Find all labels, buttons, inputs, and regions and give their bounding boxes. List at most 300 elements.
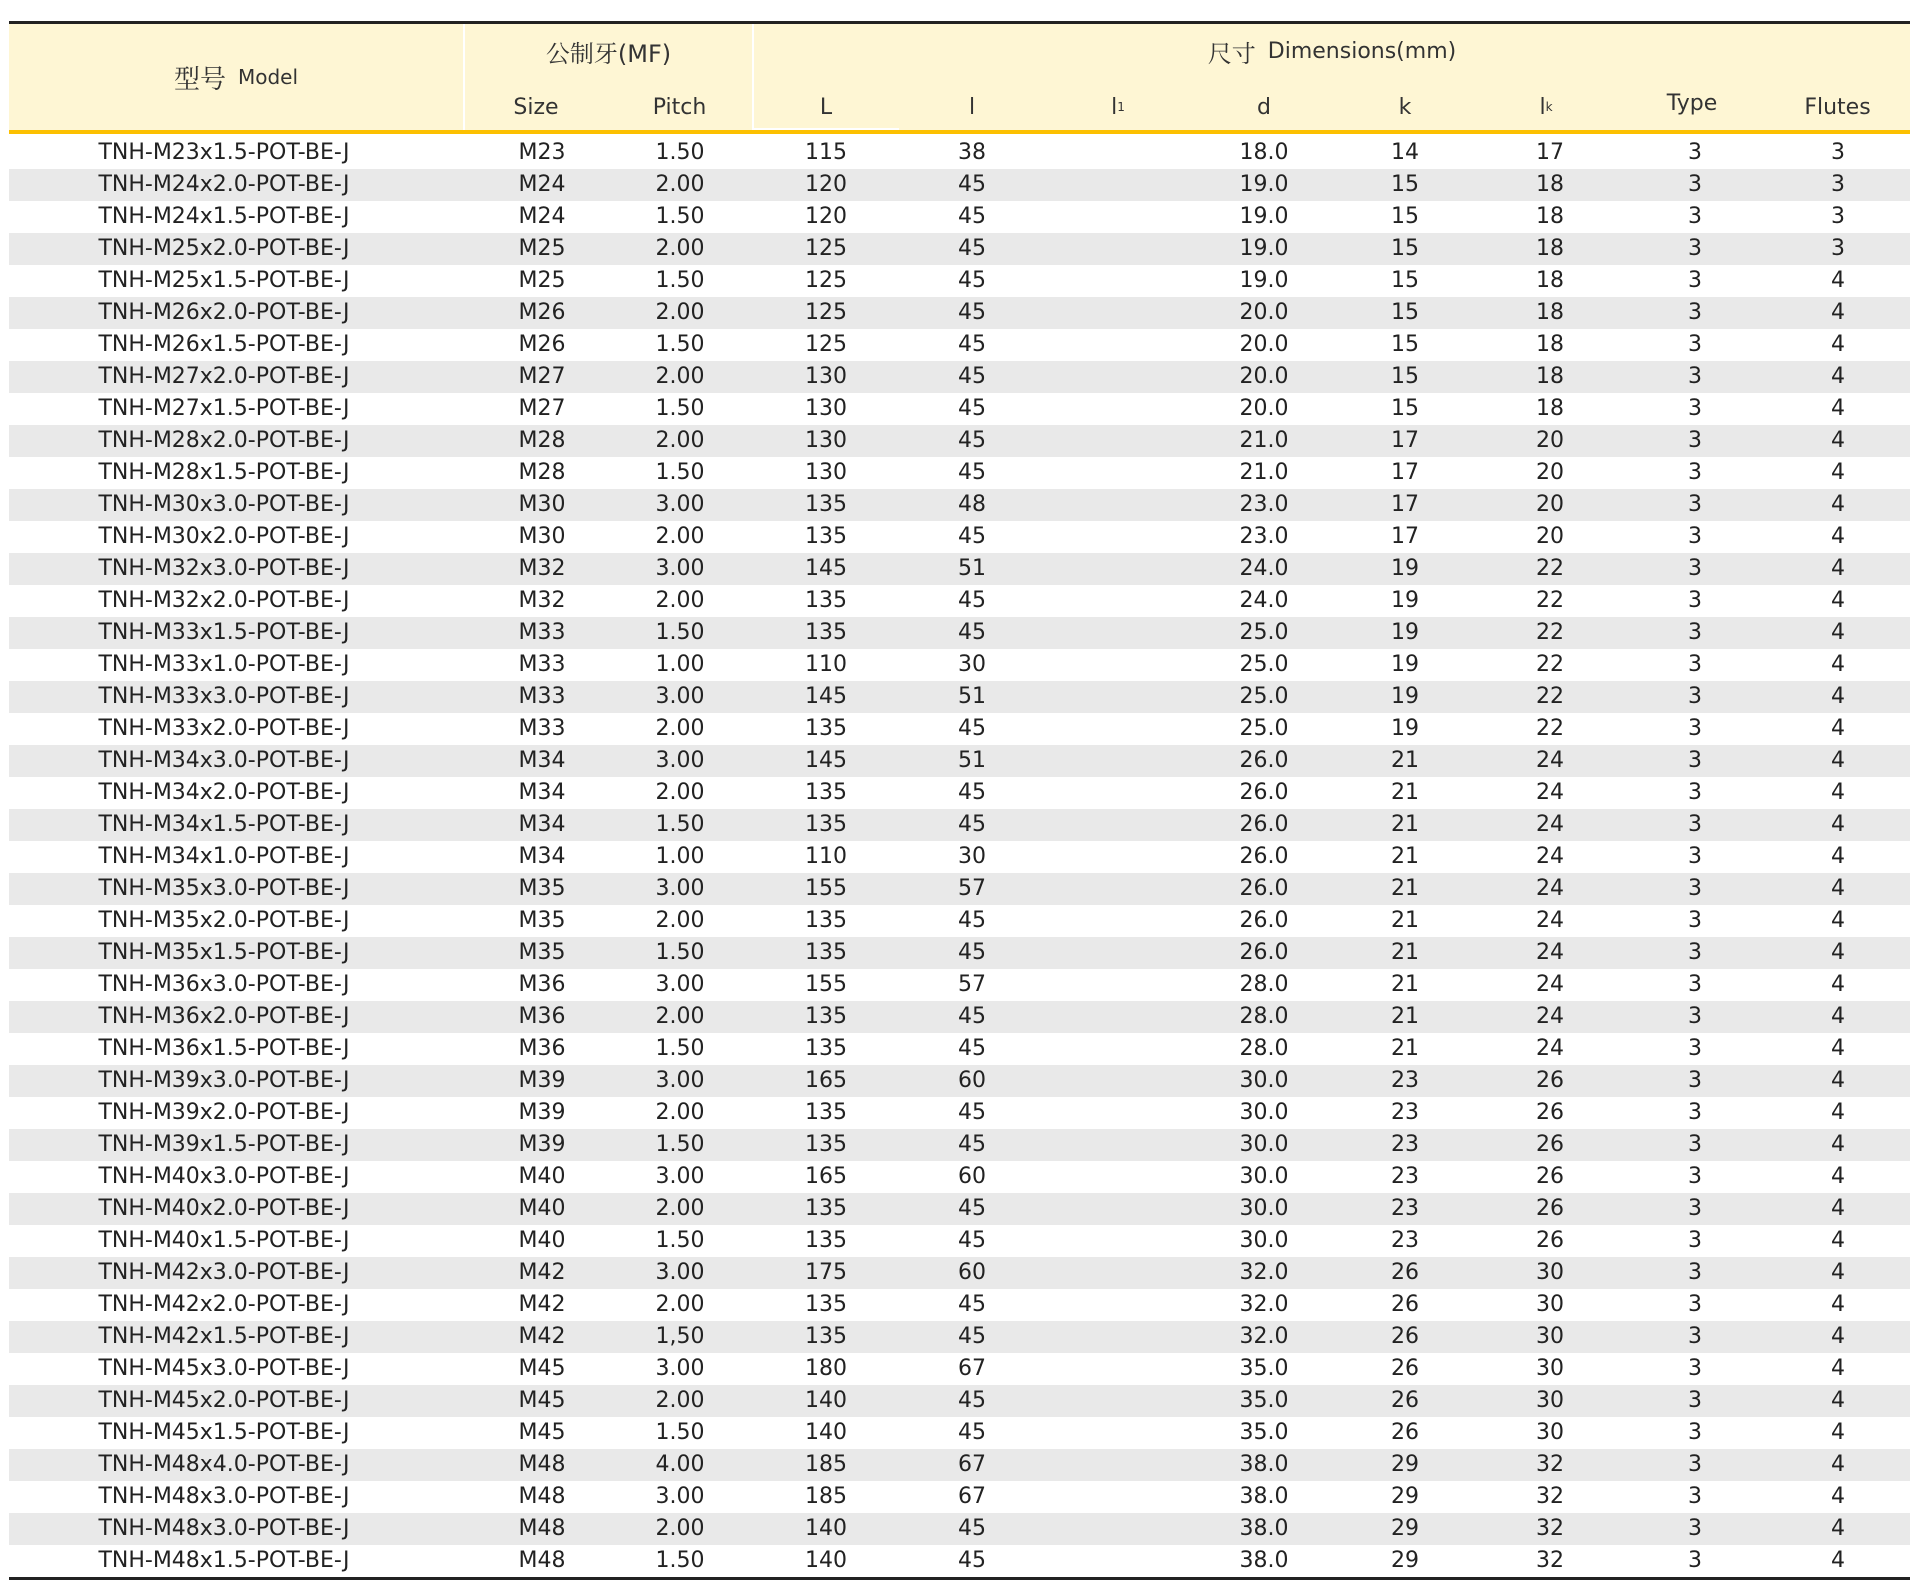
cell-L: 130	[805, 460, 847, 485]
table-row	[9, 1065, 1910, 1097]
cell-size: M42	[518, 1260, 566, 1285]
cell-l1	[1048, 553, 1188, 585]
cell-lk: 24	[1536, 748, 1564, 773]
cell-type: 3	[1688, 332, 1702, 357]
cell-d: 20.0	[1239, 300, 1289, 325]
cell-k: 23	[1391, 1132, 1419, 1157]
cell-l: 45	[958, 236, 986, 261]
cell-type: 3	[1688, 876, 1702, 901]
cell-lk: 20	[1536, 492, 1564, 517]
cell-size: M25	[518, 236, 566, 261]
cell-l: 45	[958, 1100, 986, 1125]
header-d	[1191, 86, 1337, 128]
header-model-en: Model	[237, 65, 299, 89]
cell-l1	[1048, 393, 1188, 425]
cell-l1	[1048, 169, 1188, 201]
cell-lk: 30	[1536, 1292, 1564, 1317]
cell-model: TNH-M33x1.5-POT-BE-J	[98, 620, 350, 645]
cell-type: 3	[1688, 1452, 1702, 1477]
cell-k: 14	[1391, 140, 1419, 165]
header-dim-en: Dimensions(mm)	[1267, 38, 1457, 64]
header-model-cn: 型号	[173, 64, 226, 95]
cell-model: TNH-M34x3.0-POT-BE-J	[98, 748, 350, 773]
cell-size: M40	[518, 1164, 566, 1189]
cell-model: TNH-M27x2.0-POT-BE-J	[98, 364, 350, 389]
cell-lk: 24	[1536, 1004, 1564, 1029]
cell-L: 135	[805, 1228, 847, 1253]
cell-type: 3	[1688, 652, 1702, 677]
table-row	[9, 1225, 1910, 1257]
cell-size: M32	[518, 588, 566, 613]
table-row	[9, 1129, 1910, 1161]
cell-l1	[1048, 1289, 1188, 1321]
cell-k: 19	[1391, 652, 1419, 677]
table-row	[9, 1161, 1910, 1193]
cell-type: 3	[1688, 684, 1702, 709]
cell-model: TNH-M25x2.0-POT-BE-J	[98, 236, 350, 261]
cell-l1	[1048, 1449, 1188, 1481]
cell-d: 38.0	[1239, 1484, 1289, 1509]
cell-lk: 26	[1536, 1228, 1564, 1253]
cell-model: TNH-M30x3.0-POT-BE-J	[98, 492, 350, 517]
cell-l: 60	[958, 1164, 986, 1189]
cell-lk: 22	[1536, 716, 1564, 741]
cell-d: 19.0	[1239, 268, 1289, 293]
cell-l: 45	[958, 1292, 986, 1317]
cell-pitch: 2.00	[655, 1196, 705, 1221]
cell-lk: 24	[1536, 780, 1564, 805]
table-row	[9, 553, 1910, 585]
cell-k: 21	[1391, 748, 1419, 773]
table-row	[9, 233, 1910, 265]
cell-pitch: 1.50	[655, 1036, 705, 1061]
cell-type: 3	[1688, 1388, 1702, 1413]
cell-flutes: 3	[1831, 204, 1845, 229]
cell-size: M25	[518, 268, 566, 293]
cell-model: TNH-M42x3.0-POT-BE-J	[98, 1260, 350, 1285]
cell-model: TNH-M26x1.5-POT-BE-J	[98, 332, 350, 357]
cell-d: 21.0	[1239, 428, 1289, 453]
cell-model: TNH-M39x3.0-POT-BE-J	[98, 1068, 350, 1093]
cell-L: 135	[805, 716, 847, 741]
cell-d: 25.0	[1239, 652, 1289, 677]
cell-k: 26	[1391, 1292, 1419, 1317]
cell-d: 20.0	[1239, 396, 1289, 421]
header-l1-base: l	[1111, 94, 1118, 120]
cell-size: M35	[518, 876, 566, 901]
cell-pitch: 1.50	[655, 620, 705, 645]
table-row	[9, 521, 1910, 553]
cell-type: 3	[1688, 492, 1702, 517]
cell-type: 3	[1688, 748, 1702, 773]
header-type-label: Type	[1666, 90, 1718, 116]
cell-pitch: 3.00	[655, 972, 705, 997]
cell-size: M27	[518, 396, 566, 421]
cell-flutes: 4	[1831, 716, 1845, 741]
cell-d: 38.0	[1239, 1516, 1289, 1541]
cell-model: TNH-M33x1.0-POT-BE-J	[98, 652, 350, 677]
cell-size: M40	[518, 1228, 566, 1253]
cell-l: 60	[958, 1260, 986, 1285]
cell-flutes: 4	[1831, 1452, 1845, 1477]
cell-flutes: 4	[1831, 588, 1845, 613]
cell-model: TNH-M28x2.0-POT-BE-J	[98, 428, 350, 453]
cell-lk: 32	[1536, 1452, 1564, 1477]
cell-l: 45	[958, 460, 986, 485]
cell-lk: 30	[1536, 1324, 1564, 1349]
cell-L: 120	[805, 204, 847, 229]
cell-d: 25.0	[1239, 716, 1289, 741]
cell-l: 45	[958, 1324, 986, 1349]
cell-lk: 20	[1536, 524, 1564, 549]
cell-pitch: 1.00	[655, 844, 705, 869]
cell-k: 21	[1391, 780, 1419, 805]
cell-lk: 22	[1536, 652, 1564, 677]
cell-type: 3	[1688, 716, 1702, 741]
cell-k: 15	[1391, 332, 1419, 357]
cell-d: 38.0	[1239, 1548, 1289, 1573]
cell-d: 28.0	[1239, 1004, 1289, 1029]
cell-l: 51	[958, 556, 986, 581]
cell-pitch: 2.00	[655, 236, 705, 261]
table-row	[9, 649, 1910, 681]
cell-model: TNH-M30x2.0-POT-BE-J	[98, 524, 350, 549]
cell-model: TNH-M45x2.0-POT-BE-J	[98, 1388, 350, 1413]
cell-l: 45	[958, 300, 986, 325]
table-row	[9, 297, 1910, 329]
cell-type: 3	[1688, 1228, 1702, 1253]
cell-L: 180	[805, 1356, 847, 1381]
cell-model: TNH-M23x1.5-POT-BE-J	[98, 140, 350, 165]
cell-size: M28	[518, 428, 566, 453]
cell-l: 30	[958, 844, 986, 869]
cell-lk: 32	[1536, 1516, 1564, 1541]
cell-pitch: 3.00	[655, 1164, 705, 1189]
cell-L: 145	[805, 748, 847, 773]
cell-pitch: 2.00	[655, 300, 705, 325]
cell-L: 125	[805, 268, 847, 293]
cell-flutes: 4	[1831, 268, 1845, 293]
cell-size: M23	[518, 140, 566, 165]
cell-model: TNH-M35x2.0-POT-BE-J	[98, 908, 350, 933]
cell-k: 23	[1391, 1228, 1419, 1253]
header-type	[1619, 82, 1765, 124]
cell-L: 135	[805, 908, 847, 933]
cell-l1	[1048, 233, 1188, 265]
cell-pitch: 3.00	[655, 1068, 705, 1093]
cell-k: 29	[1391, 1484, 1419, 1509]
cell-type: 3	[1688, 268, 1702, 293]
cell-pitch: 4.00	[655, 1452, 705, 1477]
cell-l1	[1048, 969, 1188, 1001]
cell-k: 15	[1391, 396, 1419, 421]
cell-size: M30	[518, 524, 566, 549]
cell-flutes: 4	[1831, 1420, 1845, 1445]
cell-l1	[1048, 265, 1188, 297]
cell-flutes: 4	[1831, 1164, 1845, 1189]
table-row	[9, 745, 1910, 777]
cell-type: 3	[1688, 524, 1702, 549]
cell-size: M45	[518, 1388, 566, 1413]
cell-flutes: 4	[1831, 908, 1845, 933]
cell-k: 21	[1391, 1004, 1419, 1029]
cell-pitch: 2.00	[655, 1100, 705, 1125]
cell-type: 3	[1688, 1292, 1702, 1317]
cell-L: 185	[805, 1452, 847, 1477]
cell-l1	[1048, 937, 1188, 969]
cell-model: TNH-M24x2.0-POT-BE-J	[98, 172, 350, 197]
cell-l1	[1048, 1353, 1188, 1385]
cell-l: 45	[958, 1516, 986, 1541]
header-dim-cn: 尺寸	[1207, 39, 1256, 68]
cell-size: M42	[518, 1324, 566, 1349]
cell-k: 26	[1391, 1324, 1419, 1349]
cell-flutes: 4	[1831, 1004, 1845, 1029]
cell-size: M40	[518, 1196, 566, 1221]
table-row	[9, 1193, 1910, 1225]
table-row	[9, 457, 1910, 489]
cell-type: 3	[1688, 1196, 1702, 1221]
cell-model: TNH-M36x2.0-POT-BE-J	[98, 1004, 350, 1029]
cell-model: TNH-M25x1.5-POT-BE-J	[98, 268, 350, 293]
cell-L: 135	[805, 588, 847, 613]
table-row	[9, 841, 1910, 873]
cell-lk: 26	[1536, 1164, 1564, 1189]
cell-k: 21	[1391, 844, 1419, 869]
table-row	[9, 361, 1910, 393]
cell-pitch: 1.50	[655, 460, 705, 485]
cell-l1	[1048, 137, 1188, 169]
cell-pitch: 1.50	[655, 1548, 705, 1573]
cell-type: 3	[1688, 204, 1702, 229]
cell-size: M34	[518, 780, 566, 805]
cell-l: 51	[958, 748, 986, 773]
cell-L: 135	[805, 940, 847, 965]
cell-l1	[1048, 1321, 1188, 1353]
cell-l1	[1048, 1417, 1188, 1449]
cell-l: 45	[958, 1036, 986, 1061]
cell-flutes: 4	[1831, 620, 1845, 645]
cell-d: 19.0	[1239, 204, 1289, 229]
cell-k: 23	[1391, 1100, 1419, 1125]
cell-L: 140	[805, 1516, 847, 1541]
cell-type: 3	[1688, 908, 1702, 933]
cell-L: 135	[805, 1004, 847, 1029]
cell-d: 30.0	[1239, 1068, 1289, 1093]
cell-type: 3	[1688, 1164, 1702, 1189]
cell-d: 20.0	[1239, 364, 1289, 389]
cell-type: 3	[1688, 556, 1702, 581]
cell-size: M33	[518, 684, 566, 709]
cell-type: 3	[1688, 940, 1702, 965]
cell-type: 3	[1688, 396, 1702, 421]
table-row	[9, 329, 1910, 361]
cell-l: 45	[958, 204, 986, 229]
table-row	[9, 937, 1910, 969]
cell-type: 3	[1688, 588, 1702, 613]
cell-l: 67	[958, 1484, 986, 1509]
cell-pitch: 3.00	[655, 1356, 705, 1381]
cell-size: M48	[518, 1484, 566, 1509]
table-row	[9, 1097, 1910, 1129]
cell-lk: 26	[1536, 1132, 1564, 1157]
cell-d: 23.0	[1239, 524, 1289, 549]
header-l1	[1045, 86, 1191, 128]
cell-type: 3	[1688, 1100, 1702, 1125]
cell-k: 23	[1391, 1068, 1419, 1093]
cell-L: 135	[805, 1132, 847, 1157]
cell-size: M27	[518, 364, 566, 389]
table-row	[9, 617, 1910, 649]
cell-model: TNH-M34x1.0-POT-BE-J	[98, 844, 350, 869]
cell-type: 3	[1688, 1036, 1702, 1061]
cell-l1	[1048, 1065, 1188, 1097]
cell-l1	[1048, 1513, 1188, 1545]
cell-l1	[1048, 521, 1188, 553]
header-k	[1337, 86, 1473, 128]
header-thread-group	[465, 30, 752, 72]
cell-k: 29	[1391, 1548, 1419, 1573]
cell-d: 26.0	[1239, 748, 1289, 773]
header-dimensions	[754, 30, 1910, 72]
cell-model: TNH-M32x3.0-POT-BE-J	[98, 556, 350, 581]
cell-type: 3	[1688, 140, 1702, 165]
table-row	[9, 585, 1910, 617]
cell-lk: 18	[1536, 396, 1564, 421]
cell-k: 21	[1391, 1036, 1419, 1061]
cell-type: 3	[1688, 172, 1702, 197]
cell-flutes: 4	[1831, 972, 1845, 997]
cell-k: 23	[1391, 1196, 1419, 1221]
table-row	[9, 969, 1910, 1001]
cell-flutes: 4	[1831, 748, 1845, 773]
cell-lk: 22	[1536, 684, 1564, 709]
cell-size: M36	[518, 1004, 566, 1029]
cell-flutes: 4	[1831, 332, 1845, 357]
cell-l: 45	[958, 172, 986, 197]
cell-pitch: 1.50	[655, 1420, 705, 1445]
cell-flutes: 4	[1831, 1228, 1845, 1253]
cell-pitch: 1.50	[655, 396, 705, 421]
cell-model: TNH-M33x2.0-POT-BE-J	[98, 716, 350, 741]
cell-model: TNH-M33x3.0-POT-BE-J	[98, 684, 350, 709]
table-row	[9, 1257, 1910, 1289]
cell-l: 45	[958, 908, 986, 933]
cell-k: 19	[1391, 588, 1419, 613]
cell-L: 135	[805, 1292, 847, 1317]
cell-flutes: 4	[1831, 844, 1845, 869]
cell-lk: 18	[1536, 172, 1564, 197]
cell-d: 25.0	[1239, 684, 1289, 709]
cell-L: 135	[805, 812, 847, 837]
cell-l1	[1048, 425, 1188, 457]
cell-pitch: 1.50	[655, 140, 705, 165]
cell-pitch: 3.00	[655, 1484, 705, 1509]
cell-lk: 30	[1536, 1260, 1564, 1285]
cell-l: 67	[958, 1356, 986, 1381]
cell-L: 135	[805, 1196, 847, 1221]
cell-d: 32.0	[1239, 1292, 1289, 1317]
cell-model: TNH-M48x3.0-POT-BE-J	[98, 1516, 350, 1541]
cell-lk: 18	[1536, 204, 1564, 229]
cell-l: 57	[958, 876, 986, 901]
cell-l1	[1048, 905, 1188, 937]
cell-L: 120	[805, 172, 847, 197]
cell-k: 21	[1391, 972, 1419, 997]
cell-pitch: 1.50	[655, 332, 705, 357]
cell-L: 165	[805, 1164, 847, 1189]
cell-d: 26.0	[1239, 908, 1289, 933]
cell-d: 30.0	[1239, 1132, 1289, 1157]
cell-type: 3	[1688, 1324, 1702, 1349]
table-row	[9, 1449, 1910, 1481]
cell-l1	[1048, 489, 1188, 521]
header-lk-sub: k	[1545, 100, 1553, 114]
cell-k: 21	[1391, 940, 1419, 965]
table-row	[9, 873, 1910, 905]
cell-l: 45	[958, 1420, 986, 1445]
header-size-label: Size	[513, 94, 559, 120]
cell-l: 45	[958, 780, 986, 805]
header-pitch	[607, 86, 752, 128]
cell-k: 15	[1391, 268, 1419, 293]
cell-lk: 26	[1536, 1068, 1564, 1093]
cell-pitch: 2.00	[655, 780, 705, 805]
cell-l1	[1048, 841, 1188, 873]
cell-L: 135	[805, 1036, 847, 1061]
cell-size: M39	[518, 1132, 566, 1157]
cell-k: 19	[1391, 620, 1419, 645]
cell-L: 115	[805, 140, 847, 165]
cell-pitch: 2.00	[655, 908, 705, 933]
cell-lk: 26	[1536, 1100, 1564, 1125]
header-l-label: l	[968, 94, 976, 120]
cell-l1	[1048, 1129, 1188, 1161]
cell-model: TNH-M36x1.5-POT-BE-J	[98, 1036, 350, 1061]
cell-d: 26.0	[1239, 876, 1289, 901]
table-row	[9, 809, 1910, 841]
cell-flutes: 4	[1831, 812, 1845, 837]
cell-flutes: 4	[1831, 684, 1845, 709]
cell-pitch: 2.00	[655, 1516, 705, 1541]
cell-flutes: 4	[1831, 780, 1845, 805]
cell-pitch: 2.00	[655, 588, 705, 613]
cell-model: TNH-M28x1.5-POT-BE-J	[98, 460, 350, 485]
cell-flutes: 4	[1831, 1036, 1845, 1061]
cell-size: M34	[518, 844, 566, 869]
cell-flutes: 3	[1831, 140, 1845, 165]
cell-pitch: 2.00	[655, 172, 705, 197]
cell-model: TNH-M27x1.5-POT-BE-J	[98, 396, 350, 421]
cell-l1	[1048, 201, 1188, 233]
cell-k: 26	[1391, 1356, 1419, 1381]
cell-l: 45	[958, 1132, 986, 1157]
cell-l: 57	[958, 972, 986, 997]
header-flutes-label: Flutes	[1804, 94, 1871, 120]
cell-d: 19.0	[1239, 236, 1289, 261]
table-row	[9, 425, 1910, 457]
cell-size: M24	[518, 172, 566, 197]
cell-k: 29	[1391, 1516, 1419, 1541]
cell-d: 26.0	[1239, 940, 1289, 965]
cell-model: TNH-M32x2.0-POT-BE-J	[98, 588, 350, 613]
header-model	[9, 24, 463, 130]
cell-model: TNH-M36x3.0-POT-BE-J	[98, 972, 350, 997]
cell-d: 24.0	[1239, 588, 1289, 613]
cell-size: M39	[518, 1100, 566, 1125]
cell-L: 135	[805, 1100, 847, 1125]
cell-l1	[1048, 1097, 1188, 1129]
